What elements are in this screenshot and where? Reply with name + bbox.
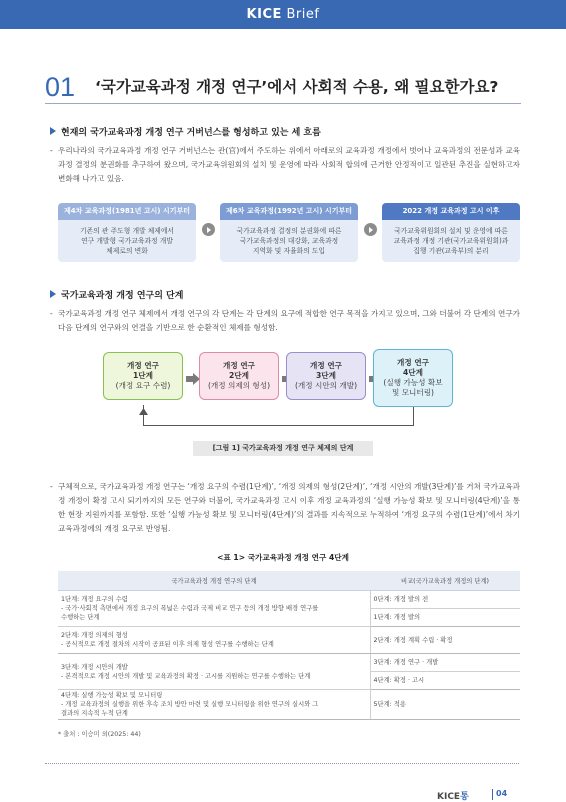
- table-source: * 출처 : 이승미 외(2025: 44): [58, 731, 141, 738]
- table-row: [58, 690, 520, 720]
- paragraph-detail: - 구체적으로, 국가교육과정 개정 연구는 ‘개정 요구의 수렴(1단계)’, ‘개정 의제의 형성(2단계)’, ‘개정 시안의 개발(3단계)’를 거쳐 국가교육과정 개정이 확정 고시 되기까지의 모든 연구와 더불어, 국가교육과정 고시 이후 개정 교육과정의 ‘실행 가능성 확보 및 모니터링(4단계)’을 통한 현장 지원까지를 포함함. 또한 ‘실행 가능성 확보 및 모니터링(4단계)’의 결과를 지속적으로 누적하여 ‘개정 요구의 수렴(1단계)’에서 차기 교육과정에의 개정 요구로 반영됨.: [50, 482, 520, 533]
- stage-box-4: [373, 349, 453, 407]
- section-number: 01: [45, 72, 76, 102]
- flow-box-head: 2022 개정 교육과정 고시 이후: [382, 203, 520, 220]
- flow-box-body: 국가교육위원회의 설치 및 운영에 따른 교육과정 개정 기관(국가교육위원회)과 집행 기관(교육부)의 분리: [382, 220, 520, 262]
- table-caption: <표 1> 국가교육과정 개정 연구 4단계: [217, 553, 349, 562]
- footer-brand: KICE통: [437, 792, 469, 802]
- compare-cell: 3단계: 개정 연구 · 개발: [370, 654, 520, 672]
- compare-cell: 5단계: 적용: [370, 690, 520, 720]
- stage-cell: [58, 627, 370, 654]
- flow-box-head: 제6차 교육과정(1992년 고시) 시기부터: [220, 203, 358, 220]
- page-number: 04: [496, 789, 508, 798]
- flow-box-2: [220, 203, 358, 262]
- loop-line-bottom: [143, 425, 414, 426]
- footer-separator: [492, 789, 493, 800]
- header-bar: [0, 0, 566, 29]
- stage-cell: [58, 591, 370, 627]
- compare-cell: 2단계: 개정 계획 수립 · 확정: [370, 627, 520, 654]
- stage-title: 개정 연구 4단계: [397, 358, 429, 377]
- table-header-compare: 비교(국가교육과정 개정의 단계): [370, 571, 520, 591]
- stage-desc: (개정 시안의 개발): [294, 381, 358, 390]
- footer-divider: [45, 763, 519, 764]
- title-divider: [45, 103, 521, 104]
- play-arrow-icon: [364, 223, 377, 236]
- flow-box-body: 기존의 관 주도형 개발 체제에서 연구 개발형 국가교육과정 개발 체제로의 변화: [58, 220, 196, 262]
- table-row: [58, 591, 520, 609]
- stage-cell: [58, 654, 370, 690]
- triangle-bullet-icon: [50, 290, 56, 298]
- section-title: ‘국가교육과정 개정 연구’에서 사회적 수용, 왜 필요한가요?: [95, 78, 499, 96]
- stage-name: 4단계: 실행 가능성 확보 및 모니터링: [61, 692, 163, 699]
- table-row: [58, 627, 520, 654]
- subheading-stages: 국가교육과정 개정 연구의 단계: [50, 288, 183, 301]
- stages-table: [58, 571, 520, 720]
- stage-box-3: [286, 352, 366, 400]
- stage-name: 3단계: 개정 시안의 개발: [61, 663, 128, 671]
- header-brand: KICE Brief: [246, 7, 320, 22]
- table-row: [58, 654, 520, 672]
- loop-line-down: [413, 407, 414, 425]
- play-arrow-icon: [202, 223, 215, 236]
- flow-box-head: 제4차 교육과정(1981년 고시) 시기부터: [58, 203, 196, 220]
- compare-cell: 0단계: 개정 발의 전: [370, 591, 520, 609]
- stage-desc: (개정 의제의 형성): [207, 381, 271, 390]
- paragraph-stages: - 국가교육과정 개정 연구 체제에서 개정 연구의 각 단계는 각 단계의 요구에 적합한 연구 목적을 가지고 있으며, 그와 더불어 각 단계의 연구가 다음 단계의 연구와의 연결을 기반으로 한 순환적인 체제를 형성함.: [50, 309, 520, 332]
- loop-arrowhead-icon: [139, 400, 148, 419]
- table-header-stage: 국가교육과정 개정 연구의 단계: [58, 571, 370, 591]
- subheading-governance: 현재의 국가교육과정 개정 연구 거버넌스를 형성하고 있는 세 흐름: [50, 125, 321, 138]
- stage-title: 개정 연구 2단계: [223, 361, 255, 380]
- compare-cell: 4단계: 확정 · 고시: [370, 672, 520, 690]
- figure-caption: [그림 1] 국가교육과정 개정 연구 체제의 단계: [193, 441, 373, 456]
- stage-description: - 개정 교육과정의 실행을 위한 후속 조치 방안 마련 및 실행 모니터링을 위한 연구의 실시와 그 결과의 지속적 누적 단계: [61, 701, 319, 717]
- triangle-bullet-icon: [50, 127, 56, 135]
- stage-desc: (개정 요구 수렴): [115, 381, 171, 390]
- stage-cell: [58, 690, 370, 720]
- stage-name: 2단계: 개정 의제의 형성: [61, 632, 128, 639]
- flow-box-1: [58, 203, 196, 262]
- paragraph-governance: - 우리나라의 국가교육과정 개정 연구 거버넌스는 관(官)에서 주도하는 위에서 아래로의 교육과정 개정에서 벗어나 교육과정의 전문성과 교육과정 결정의 분권화를 추구하여 왔으며, 국가교육위원회의 설치 및 운영에 따라 사회적 합의에 근거한 안정적이고 일관된 추진을 실현하고자 변화해 나가고 있음.: [50, 146, 520, 183]
- stage-name: 1단계: 개정 요구의 수렴: [61, 596, 128, 603]
- double-arrow-icon: [186, 370, 200, 389]
- stage-box-2: [199, 352, 279, 400]
- stage-description: - 국가·사회적 측면에서 개정 요구의 폭넓은 수렴과 국제 비교 연구 등의 개정 방향 배경 연구를 수행하는 단계: [61, 605, 319, 621]
- stage-description: - 본격적으로 개정 시안의 개발 및 교육과정의 확정 · 고시를 지원하는 연구를 수행하는 단계: [61, 672, 311, 680]
- stage-desc: (실행 가능성 확보 및 모니터링): [383, 378, 443, 397]
- flow-box-body: 국가교육과정 결정의 분권화에 따른 국가교육과정의 대강화, 교육과정 지역화 및 자율화의 도입: [220, 220, 358, 262]
- flow-box-3: [382, 203, 520, 262]
- stage-description: - 공식적으로 개정 절차의 시작이 공표된 이후 의제 형성 연구를 수행하는 단계: [61, 641, 274, 648]
- stage-title: 개정 연구 3단계: [310, 361, 342, 380]
- compare-cell: 1단계: 개정 발의: [370, 609, 520, 627]
- stage-box-1: [103, 352, 183, 400]
- stage-title: 개정 연구 1단계: [127, 361, 159, 380]
